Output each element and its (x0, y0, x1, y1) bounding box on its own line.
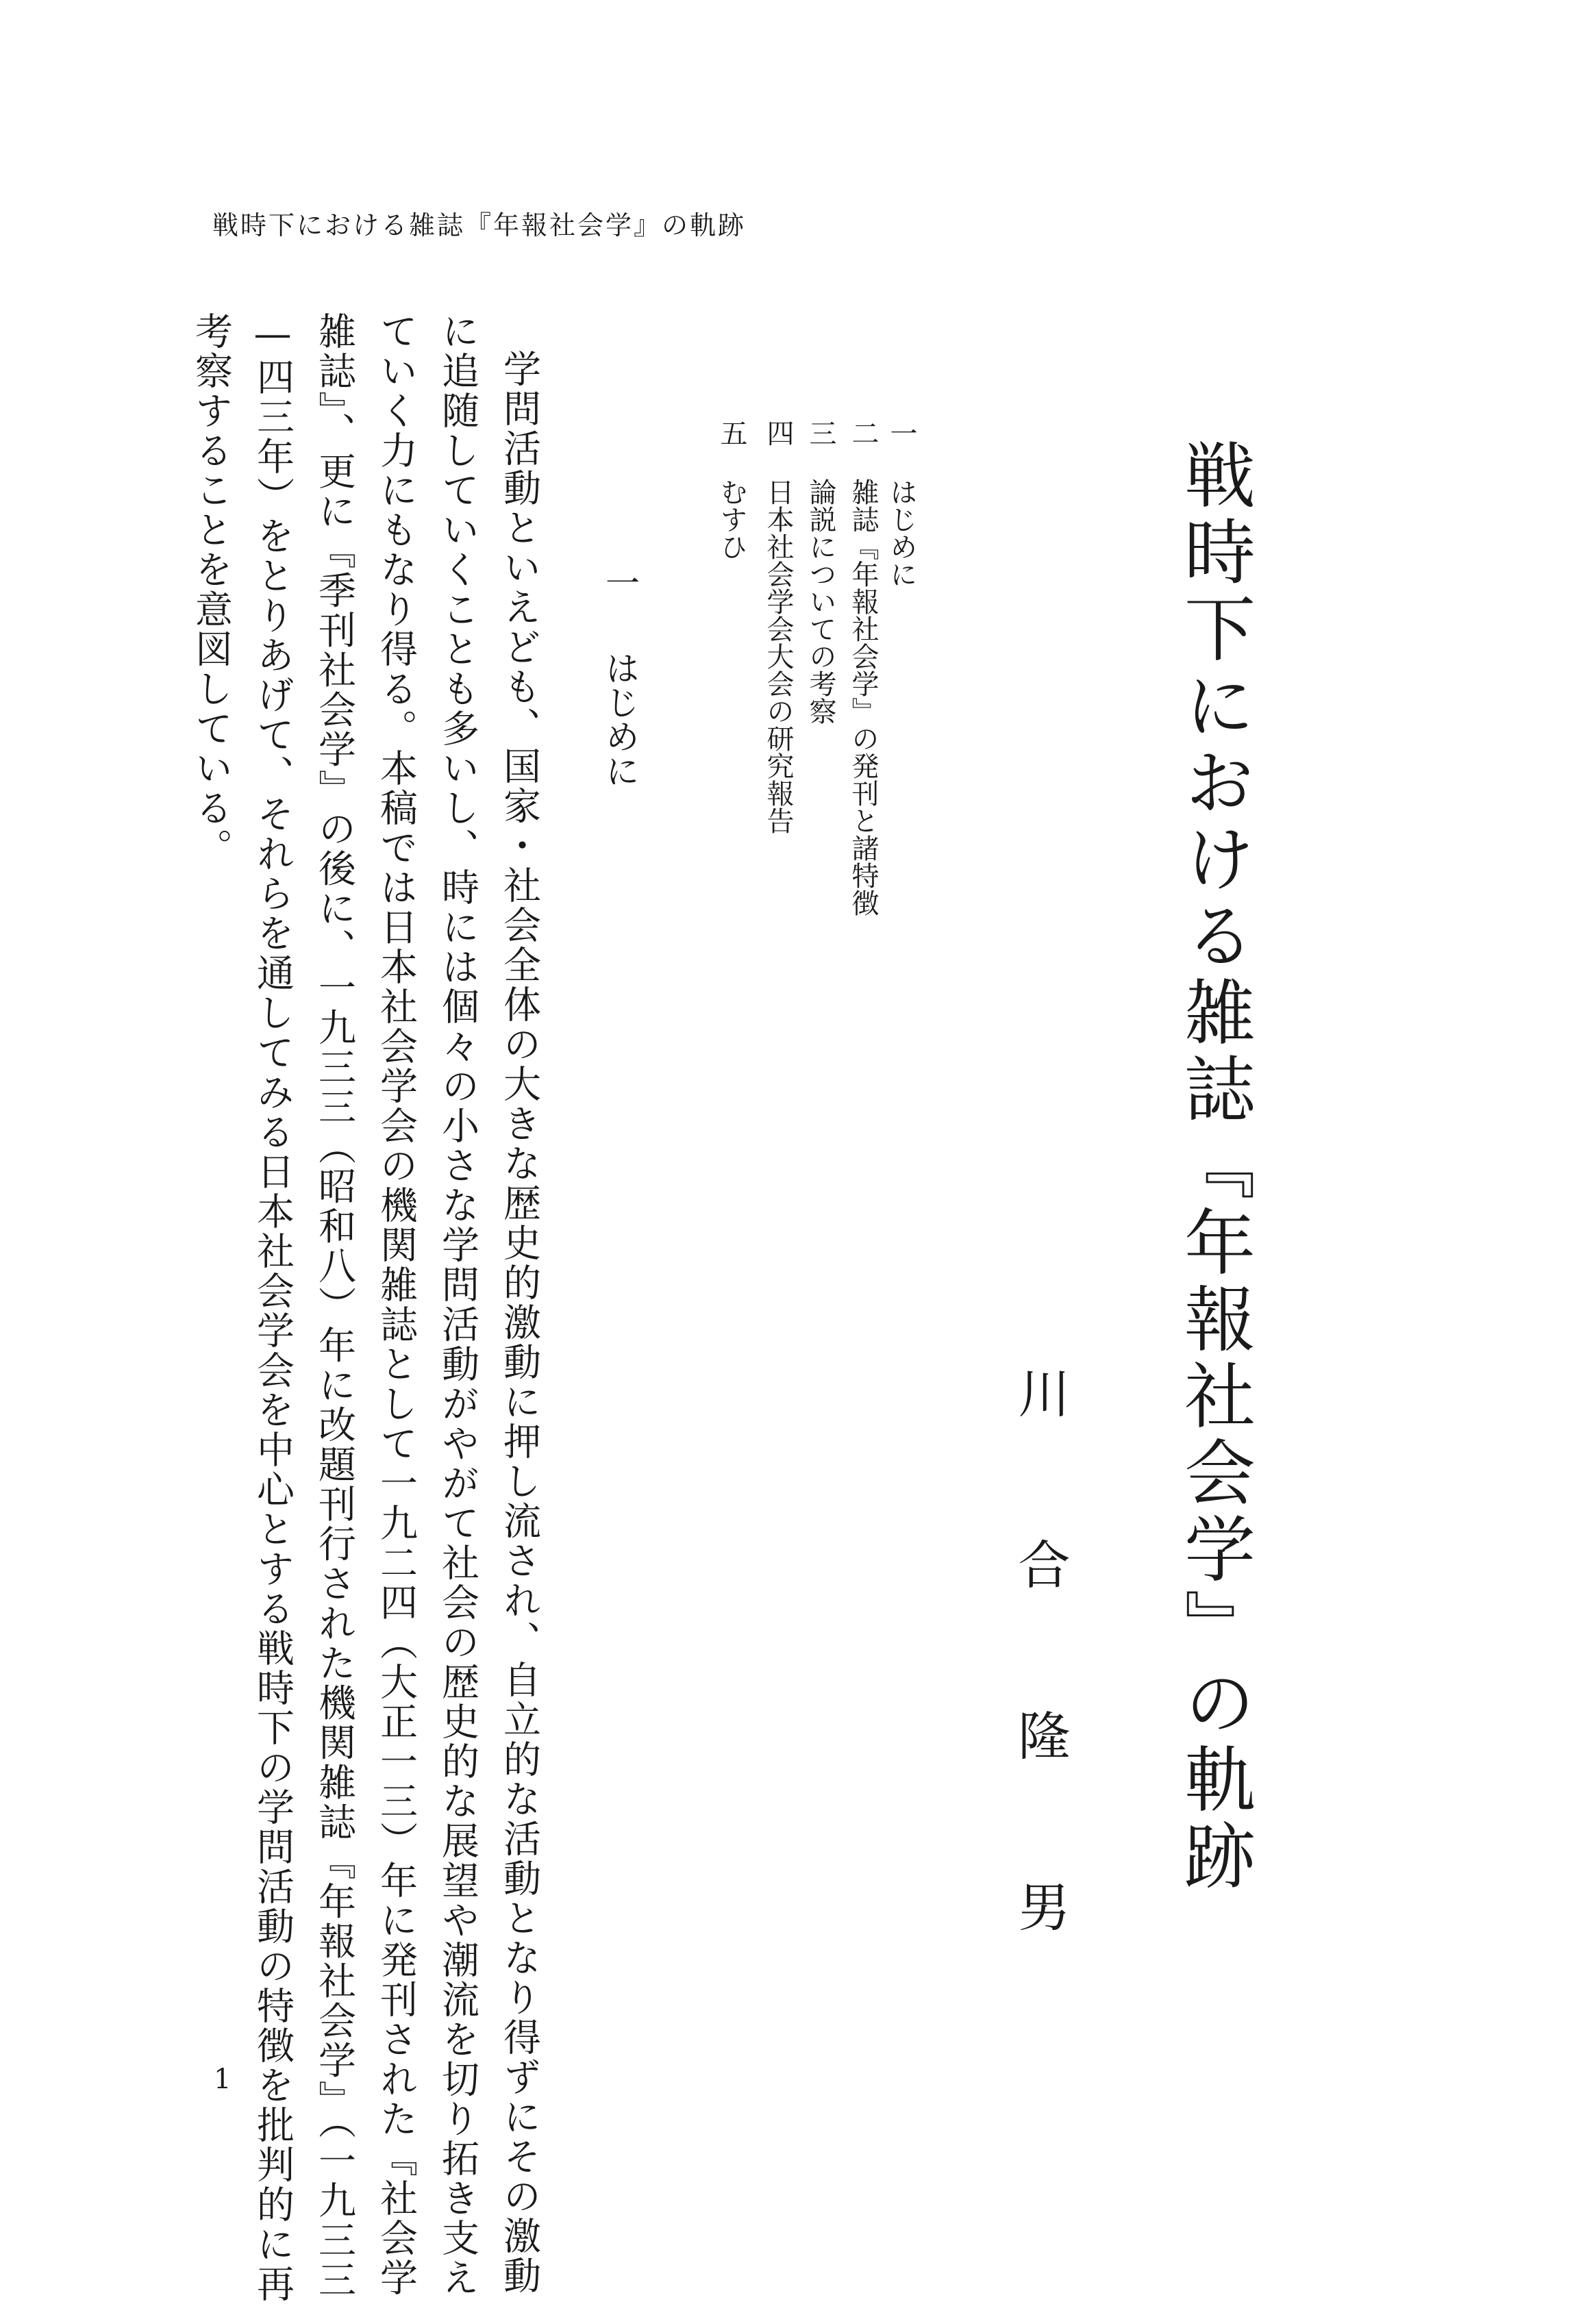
toc-item-text: 論説についての考察 (805, 478, 836, 725)
toc-item-text: はじめに (886, 478, 917, 588)
toc-item-text: 雑誌『年報社会学』の発刊と諸特徴 (847, 478, 879, 916)
toc-item-number: 一 (886, 419, 917, 447)
page-number: 1 (214, 2064, 232, 2095)
author-name: 川合隆男 (1010, 1366, 1071, 2051)
body-text-line: —四三年）をとりあげて、それらを通してみる日本社会学会を中心とする戦時下の学問活動の特徴を批判的に再 (251, 312, 295, 2304)
body-text-line: 考察することを意図している。 (189, 312, 233, 868)
toc-item (849, 419, 877, 916)
article-title: 戦時下における雑誌『年報社会学』の軌跡 (1172, 438, 1256, 1896)
toc-item (888, 419, 915, 588)
toc-item (718, 419, 745, 560)
toc-item (764, 419, 792, 834)
section-title: はじめに (600, 651, 640, 788)
body-text-line: ていく力にもなり得る。本稿では日本社会学会の機関雑誌として一九二四（大正一三）年に発刊された『社会学 (374, 312, 418, 2298)
toc-item-number: 四 (762, 419, 794, 447)
toc-item-text: むすひ (716, 478, 747, 560)
toc-item-text: 日本社会学会大会の研究報告 (762, 478, 794, 834)
toc-item-number: 五 (716, 419, 747, 447)
running-head: 戦時下における雑誌『年報社会学』の軌跡 (212, 210, 747, 240)
body-text-line: 雑誌』、更に『季刊社会学』の後に、一九三三（昭和八）年に改題刊行された機関雑誌『年報社会学』（一九三三 (312, 312, 356, 2300)
toc-item-number: 二 (847, 419, 879, 447)
section-heading (600, 565, 640, 788)
body-text-line: に追随していくことも多いし、時には個々の小さな学問活動がやがて社会の歴史的な展望や潮流を切り拓き支え (436, 312, 479, 2298)
body-text-line: 学問活動といえども、国家・社会全体の大きな歴史的激動に押し流され、自立的な活動となり得ずにその激動 (497, 349, 541, 2296)
toc-item-number: 三 (805, 419, 836, 447)
toc-item (807, 419, 834, 725)
section-number: 一 (600, 565, 640, 599)
